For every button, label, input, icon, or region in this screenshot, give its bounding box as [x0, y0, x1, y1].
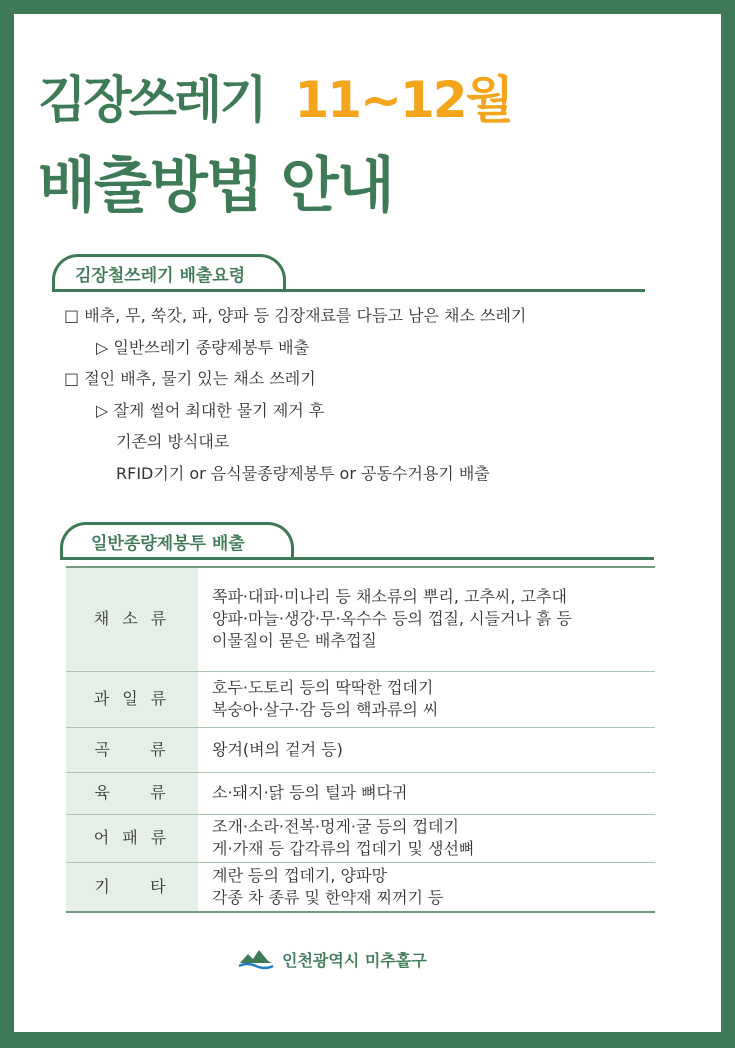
description-line: 이물질이 묻은 배추껍질: [212, 631, 377, 651]
description-cell: [198, 772, 655, 814]
disposal-guide: [64, 300, 684, 489]
guide-item: □ 배추, 무, 쑥갓, 파, 양파 등 김장재료를 다듬고 남은 채소 쓰레기: [64, 306, 527, 325]
section-tab-disposal-guide: 김장철쓰레기 배출요령: [52, 254, 286, 290]
section-divider: [52, 289, 645, 292]
category-cell: 어 패 류: [66, 814, 198, 862]
table-row: [66, 862, 655, 912]
category-cell: 과 일 류: [66, 671, 198, 727]
guide-item: RFID기기 or 음식물종량제봉투 or 공동수거용기 배출: [116, 463, 490, 483]
description-line: 각종 차 종류 및 한약재 찌꺼기 등: [212, 887, 444, 907]
section-divider: [60, 557, 654, 560]
description-line: 복숭아·살구·감 등의 핵과류의 씨: [212, 700, 439, 719]
guide-item: ▷ 잘게 썰어 최대한 물기 제거 후: [96, 400, 325, 420]
section-tab-general-bag: 일반종량제봉투 배출: [60, 522, 294, 558]
category-cell: 기 타: [66, 862, 198, 912]
guide-item: ▷ 일반쓰레기 종량제봉투 배출: [96, 337, 310, 357]
description-cell: [198, 727, 655, 772]
description-line: 쪽파·대파·미나리 등 채소류의 뿌리, 고추씨, 고추대: [212, 587, 567, 607]
mountain-wave-icon: [238, 947, 274, 971]
description-cell: [198, 671, 655, 727]
table-row: [66, 814, 655, 862]
title-main: 김장쓰레기: [38, 71, 265, 129]
description-line: 게·가재 등 갑각류의 껍데기 및 생선뼈: [212, 839, 475, 858]
description-cell: [198, 814, 655, 862]
description-cell: [198, 567, 655, 671]
logo-text: 인천광역시 미추홀구: [282, 950, 427, 970]
description-line: 조개·소라·전복·멍게·굴 등의 껍데기: [212, 817, 459, 836]
table-row: [66, 727, 655, 772]
title-accent: 11~12월: [294, 71, 512, 129]
title-line-1: [38, 70, 512, 130]
guide-item: 기존의 방식대로: [116, 432, 230, 451]
table-row: [66, 567, 655, 671]
description-line: 왕겨(벼의 겉겨 등): [212, 739, 343, 759]
description-line: 소·돼지·닭 등의 털과 뼈다귀: [212, 783, 408, 802]
description-line: 계란 등의 껍데기, 양파망: [212, 865, 387, 885]
description-cell: [198, 862, 655, 912]
description-line: 호두·도토리 등의 딱딱한 껍데기: [212, 678, 434, 697]
description-line: 양파·마늘·생강·무·옥수수 등의 껍질, 시들거나 흙 등: [212, 609, 572, 629]
category-cell: 채 소 류: [66, 567, 198, 671]
table-row: [66, 671, 655, 727]
category-cell: 육 류: [66, 772, 198, 814]
category-cell: 곡 류: [66, 727, 198, 772]
guide-item: □ 절인 배추, 물기 있는 채소 쓰레기: [64, 369, 316, 388]
table-row: [66, 772, 655, 814]
district-logo: [238, 944, 427, 974]
title-line-2: 배출방법 안내: [38, 151, 393, 221]
waste-type-table: [66, 566, 655, 913]
